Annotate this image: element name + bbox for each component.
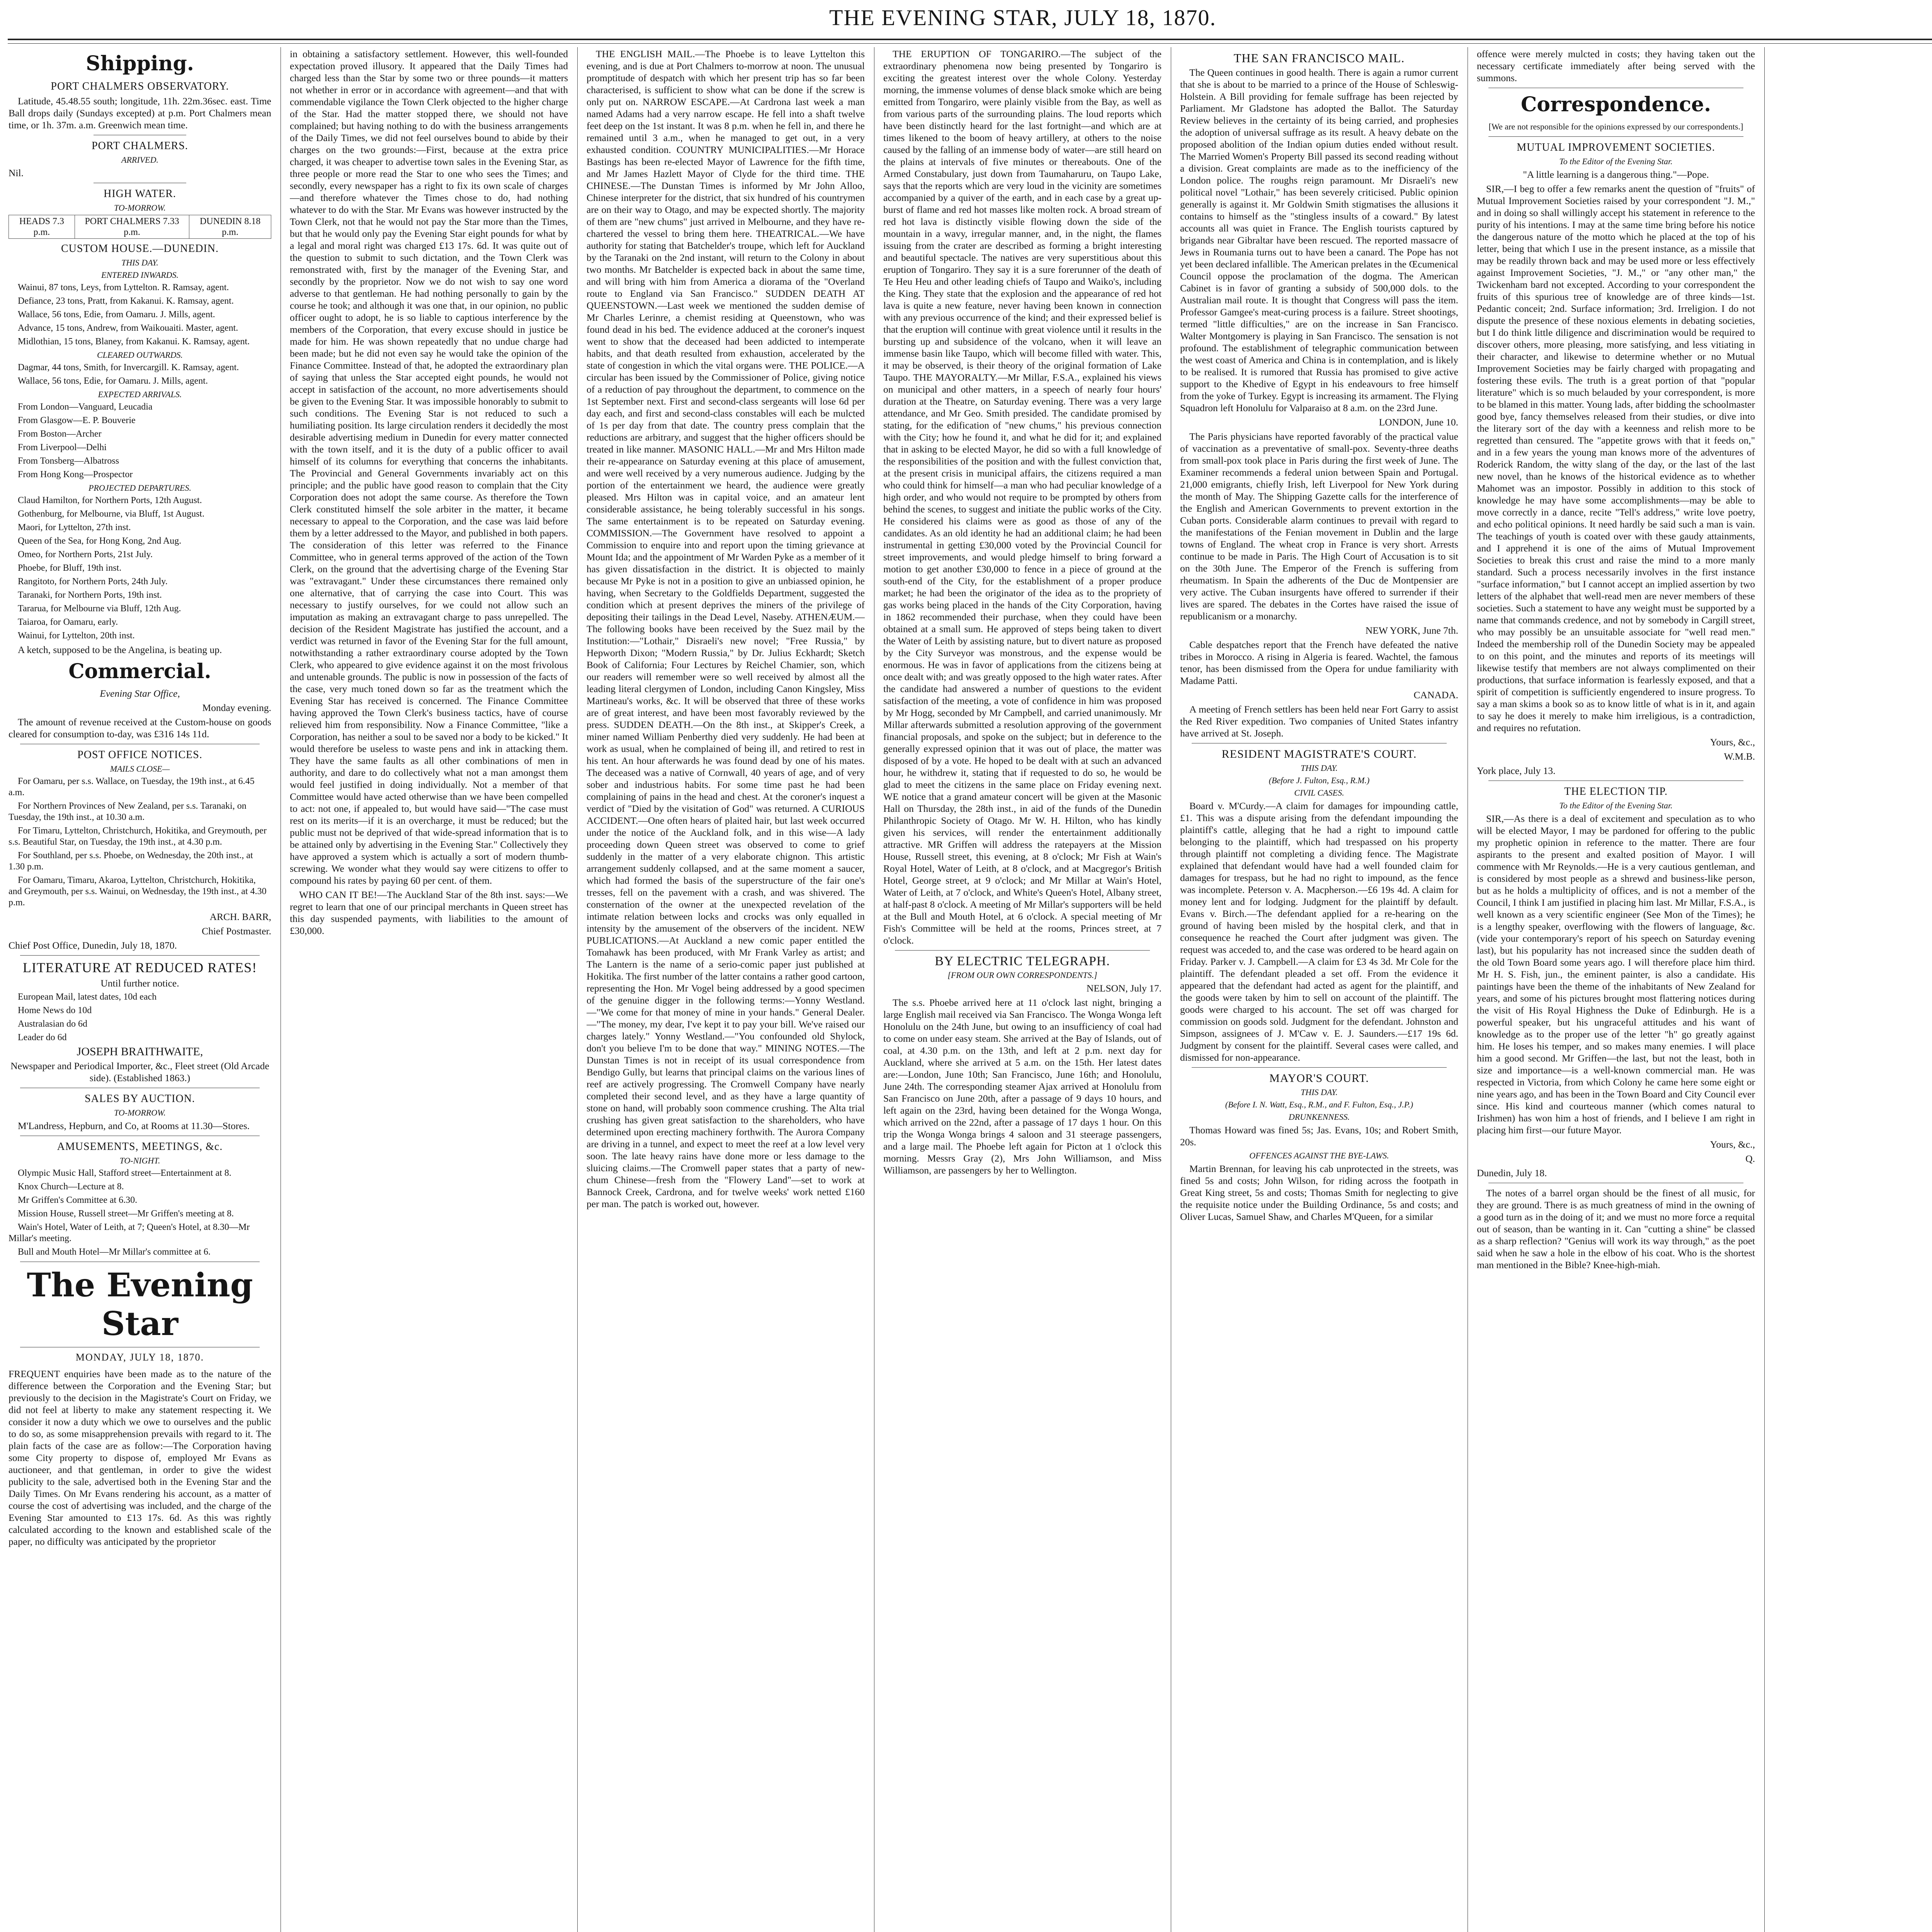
sales-tomorrow-label: TO-MORROW. <box>114 1108 166 1117</box>
entered-item: Defiance, 23 tons, Pratt, from Kakanui. K. Ramsay, agent. <box>18 296 234 306</box>
page-title: THE EVENING STAR, JULY 18, 1870. <box>829 5 1216 30</box>
cleared-label: CLEARED OUTWARDS. <box>97 350 183 360</box>
departure-item: Taranaki, for Northern Ports, 19th inst. <box>18 590 162 600</box>
divider <box>1488 136 1743 137</box>
tomorrow-label: TO-MORROW. <box>114 203 166 213</box>
telegraph-heading: BY ELECTRIC TELEGRAPH. <box>935 954 1110 968</box>
post-place: Chief Post Office, Dunedin, July 18, 1870. <box>9 940 177 951</box>
ketch-note: A ketch, supposed to be the Angelina, is beating up. <box>18 644 222 655</box>
election-tip-to-editor: To the Editor of the Evening Star. <box>1559 801 1673 810</box>
departure-item: Maori, for Lyttelton, 27th inst. <box>18 522 131 532</box>
tide-cell-port-chalmers: PORT CHALMERS 7.33 p.m. <box>75 215 189 239</box>
expected-item: From London—Vanguard, Leucadia <box>18 402 153 412</box>
customs-heading: CUSTOM HOUSE.—DUNEDIN. <box>61 243 219 255</box>
mis-heading: MUTUAL IMPROVEMENT SOCIETIES. <box>1517 141 1715 153</box>
sales-text: M'Landress, Hepburn, and Co, at Rooms at 11.30—Stores. <box>18 1120 250 1131</box>
election-tip-yours: Yours, &c., <box>1710 1139 1755 1150</box>
departures-label: PROJECTED DEPARTURES. <box>88 483 191 493</box>
column-1 <box>9 48 271 1932</box>
entered-item: Midlothian, 15 tons, Blaney, from Kakanui. K. Ramsay, agent. <box>18 337 250 347</box>
bylaws-text: Martin Brennan, for leaving his cab unprotected in the streets, was fined 5s and costs; John Wilson, for riding across the footpath in Great King street, 5s and costs; Thomas Smith for neglecting to give the requisite notice under the Building Ordinance, 5s and costs; and Oliver Lucas, Samuel Shaw, and Charles M'Queen, for a similar <box>1180 1163 1458 1222</box>
departure-item: Phoebe, for Bluff, 19th inst. <box>18 563 122 573</box>
observatory-heading: PORT CHALMERS OBSERVATORY. <box>51 80 229 92</box>
amusement-item: Wain's Hotel, Water of Leith, at 7; Queen's Hotel, at 8.30—Mr Millar's meeting. <box>9 1222 250 1243</box>
bylaws-label: OFFENCES AGAINST THE BYE-LAWS. <box>1249 1151 1389 1160</box>
rm-court-day: THIS DAY. <box>1301 763 1338 773</box>
post-item: For Southland, per s.s. Phoebe, on Wednesday, the 20th inst., at 1.30 p.m. <box>9 850 253 872</box>
divider <box>1192 1067 1447 1068</box>
departure-item: Wainui, for Lyttelton, 20th inst. <box>18 631 135 641</box>
post-item: For Oamaru, per s.s. Wallace, on Tuesday, the 19th inst., at 6.45 a.m. <box>9 776 255 798</box>
rm-court-heading: RESIDENT MAGISTRATE'S COURT. <box>1221 748 1417 760</box>
column-4 <box>883 48 1162 1932</box>
entered-label: ENTERED INWARDS. <box>101 270 179 280</box>
commercial-day: Monday evening. <box>202 702 271 713</box>
post-signature-name: ARCH. BARR, <box>209 911 271 922</box>
local-news: THE ENGLISH MAIL.—The Phoebe is to leave Lyttelton this evening, and is due at Port Chalmers to-morrow at noon. The unusual promptitude of despatch with which her present trip has so far been characterised, is sufficient to show what can be done if the screw is only put on. NARROW ESCAPE.—At Cardrona last week a man named Adams had a very narrow escape. He fell into a shaft twelve feet deep on the 1st instant. It was 8 p.m. when he fell in, and there he remained until 3 a.m., when he managed to get out, in a very exhausted condition. COUNTRY MUNICIPALITIES.—Mr Horace Bastings has been re-elected Mayor of Lawrence for the fifth time, and Mr James Hazlett Mayor of Clyde for the third time. THE CHINESE.—The Dunstan Times is informed by Mr John Alloo, Chinese interpreter for the district, that six hundred of his countrymen are on their way to Otago, and may be expected shortly. The majority of them are "new chums" just arrived in Melbourne, and they have re-chartered the vessel to bring them here. THEATRICAL.—We have authority for stating that Batchelder's troupe, which left for Auckland by the Taranaki on the 2nd instant, will return to the Colony in about two months. Mr Batchelder is expected back in about the same time, and will bring with him from America a diorama of the "Overland route to England via San Francisco." SUDDEN DEATH AT QUEENSTOWN.—Last week we mentioned the sudden demise of Mr Charles Lerinre, a chemist residing at Queenstown, who was found dead in his bed. The evidence adduced at the coroner's inquest went to show that the deceased had been addicted to intemperate habits, and that death resulted from exhaustion, accelerated by the state of congestion in which the vital organs were. THE POLICE.—A circular has been issued by the Commissioner of Police, giving notice of a reduction of pay throughout the department, to commence on the 1st September next. First and second-class sergeants will lose 6d per day each, and first and second-class constables will each be mulcted of 1s per day from that date. The country press complain that the reductions are arbitrary, and suggest that the higher officers should be treated in like manner. MASONIC HALL.—Mr and Mrs Hilton made their re-appearance on Saturday evening at this place of amusement, and were well received by a very numerous audience. Judging by the portion of the entertainment we heard, the audience were greatly pleased. Mrs Hilton was in capital voice, and an amateur lent considerable assistance, he being tolerably successful in his songs. The same entertainment is to be repeated on Saturday evening. COMMISSION.—The Government have resolved to appoint a Commission to enquire into and report upon the timing grievance at Mount Ida; and the appointment of Mr Warden Pyke as a member of it has given dissatisfaction in the district. It is objected to mainly because Mr Pyke is not in a position to give an unbiassed opinion, he having, when Secretary to the Goldfields Department, suggested the condition which at present deprives the miners of the privilege of depositing their tailings in the Dead Level, Naseby. ATHENÆUM.—The following books have been received by the Suez mail by the Institution:—"Lothair," Disraeli's new novel; "Free Russia," by Hepworth Dixon; "Modern Russia," by Dr. Julius Eckhardt; Sketch Book of California; Four Lectures by Reichel Chamier, son, which our readers will remember were so well received by almost all the leading literal clergymen of London, including Canon Kingsley, Miss Martineau's works, &c. It will be observed that three of these works are of great interest, and have been most favorably reviewed by the press. SUDDEN DEATH.—On the 8th inst., at Skipper's Creek, a miner named William Penberthy died very suddenly. He had been at work as usual, when he complained of being ill, and retired to rest in his tent. An hour afterwards he was found dead by one of his mates. The deceased was a native of Cornwall, 40 years of age, and of very sober and industrious habits. For some time past he had been complaining of pains in the head and chest. At the coroner's inquest a verdict of "Died by the visitation of God" was returned. A CURIOUS ACCIDENT.—One often hears of plaited hair, but last week occurred under the notice of the Auckland folk, and in this wise—A lady proceeding down Queen street was observed to come to grief suddenly in the matter of a very elaborate chignon. This artistic arrangement suddenly collapsed, and at the same moment a saucer, which had formed the basis of the superstructure of the fair one's tresses, fell on the pavement with a crash, and was shivered. The consternation of the owner at the unexpected revelation of the intimate relation between locks and crocks was only equalled in intensity by the amusement of the observers of the incident. NEW PUBLICATIONS.—At Auckland a new comic paper entitled the Tomahawk has been produced, with Mr Frank Varley as artist; and The Lantern is the name of a serio-comic paper just published at Hokitika. The first number of the latter contains a rather good cartoon, representing the Hon. Mr Vogel being addressed by a good specimen of the genuine digger in the following terms:—Yonny Westland.—"We come for that money of mine in your hands." General Dealer.—"The money, my dear, I've kept it to pay your bill. We've raised our charges lately." Yonny Westland.—"You confounded old Shylock, don't you believe I'm to be done that way." MINING NOTES.—The Dunstan Times is not in receipt of its usual correspondence from Bendigo Gully, but learns that principal claims on the various lines of reef are actively progressing. The Cromwell Company have nearly completed their second level, and as they have a large quantity of stone on hand, will probably soon commence crushing. The Alta trial crushing has given great satisfaction to the shareholders, who have determined upon erecting machinery forthwith. The Aurora Company are driving in a tunnel, and expect to meet the reef at a low level very soon. The late heavy rains have done more or less damage to the sluicing claims.—The Cromwell paper states that a party of new-chum Chinese—fresh from the "Flowery Land"—set to work at Bannock Creek, Cardrona, and for twelve weeks' work netted £160 per man. The patch is worked out, however. <box>587 48 865 1209</box>
commercial-office: Evening Star Office, <box>100 688 180 699</box>
literature-row: Leader do 6d <box>18 1032 67 1043</box>
entered-item: Wallace, 56 tons, Edie, from Oamaru. J. Mills, agent. <box>18 310 215 320</box>
sf-mail-heading: THE SAN FRANCISCO MAIL. <box>1233 51 1405 65</box>
header-rule-thin <box>8 43 1932 44</box>
local-news: THE ERUPTION OF TONGARIRO.—The subject of the extraordinary phenomena now being presented by Tongariro is exciting the greatest interest over the whole Colony. Yesterday morning, the immense volumes of dense black smoke which are being emitted from Tongariro, were plainly visible from the Bay, as well as from various parts of the surrounding plains. The loud reports which have been distinctly heard for the last fortnight—and which are at times likened to the boom of heavy artillery, at others to the noise caused by the falling of an immense body of water—are still heard on the plains at intervals of five minutes or thereabouts. One of the Armed Constabulary, just down from Taumaharuru, on Taupo Lake, says that the reports which are very loud in the vicinity are sometimes accompanied by a quiver of the earth, and in each case by a great up-burst of flame and red hot masses like molten rock. A broad stream of red hot lava is distinctly visible flowing down the side of the mountain in a wavy, irregular manner, and, in the night, the flames issuing from the crater are described as forming a bright interesting and beautiful spectacle. The natives are very superstitious about this eruption of Tongariro. They say it is a sure forerunner of the death of Te Heu Heu and other leading chiefs of Taupo and Waiko's, including the King. They state that the explosion and the appearance of red hot lava is quite a new feature, never having been known in connection with any previous occurrence of the kind; and their expressed belief is that the eruption will continue with great violence until it results in the bursting up and subsidence of the volcano, when it will leave an immense basin like Taupo, which will become filled with water. This, it may be observed, is their theory of the original formation of Lake Taupo. THE MAYORALTY.—Mr Millar, F.S.A., explained his views on municipal and other matters, in a speech of nearly four hours' duration at the Theatre, on Saturday evening. There was a very large attendance, and Mr Geo. Smith presided. The candidate promised by stating, for the edification of "new chums," his previous connection with the City; how he found it, and what he did for it; and explained that in asking to be elected Mayor, he did so with a full knowledge of the responsibilities of the position and with the fullest conviction that, at the present crisis in municipal affairs, the citizens required a man who could think for himself—a man who had peculiar knowledge of a high order, and who would not require to be prompted by others from behind the scenes, to suggest and initiate the public works of the City. He considered his claims were as good as those of any of the candidates. As an old identity he had an additional claim; he had been instrumental in getting £30,000 voted by the Provincial Council for street improvements, and would pledge himself to bring forward a motion to get another £30,000 to fence in a piece of ground at the south-end of the City, for the establishment of a proper produce market; he had been the originator of the idea as to the propriety of gas works being placed in the hands of the City Corporation, having in 1862 recommended their purchase, when they could have been obtained at a small sum. He approved of steps being taken to divert the Water of Leith by assisting nature, but to divert nature as proposed by the City Surveyor was monstrous, and the expense would be enormous. He was in favor of applications from the citizens being at once dealt with; and was greatly opposed to the high water rates. After the candidate had answered a number of questions to the evident satisfaction of the meeting, a vote of confidence in him was proposed by Mr Hogg, seconded by Mr Campbell, and carried unanimously. Mr Millar afterwards submitted a resolution approving of the government financial proposals, and spoke on the subject; but in deference to the generally expressed opinion that it was out of place, the matter was disposed of by a vote. He hoped to be dealt with at such an advanced hour, he withdrew it, stating that if requested to do so, he would be glad to meet the citizens in the same place on Friday evening next. WE notice that a grand amateur concert will be given at the Masonic Hall on Thursday, the 28th inst., in aid of the funds of the Dunedin Philanthropic Society of Otago. Mr W. H. Hilton, who has kindly given his services, will render the entertainment additionally attractive. MR Griffen will address the ratepayers at the Mission House, Russell street, this evening, at 8 o'clock; Mr Fish at Wain's Royal Hotel, Water of Leith, at 8 o'clock, and at Macgregor's British Hotel, George street, at 9 o'clock; and Mr Millar at Wain's Hotel, Water of Leith, at 7 o'clock, and White's Queen's Hotel, Albany street, at half-past 8 o'clock. A meeting of Mr Millar's supporters will be held at the Bull and Mouth Hotel, at 6 o'clock. A special meeting of Mr Fish's Committee will be held at the rooms, Princes street, at 7 o'clock. <box>883 48 1162 946</box>
commercial-text: The amount of revenue received at the Custom-house on goods cleared for consumption to-day, was £316 14s 11d. <box>9 716 271 740</box>
drunkenness-text: Thomas Howard was fined 5s; Jas. Evans, 10s; and Robert Smith, 20s. <box>1180 1124 1458 1148</box>
divider <box>20 955 260 956</box>
column-7 <box>1774 48 1932 1932</box>
election-tip-place: Dunedin, July 18. <box>1477 1167 1547 1179</box>
election-tip-heading: THE ELECTION TIP. <box>1564 786 1668 798</box>
telegraph-dateline: NELSON, July 17. <box>1086 983 1162 994</box>
amusement-item: Knox Church—Lecture at 8. <box>18 1182 124 1192</box>
correspondence-note: [We are not responsible for the opinions expressed by our correspondents.] <box>1488 122 1743 131</box>
mis-yours: Yours, &c., <box>1710 736 1755 748</box>
literature-heading: LITERATURE AT REDUCED RATES! <box>22 960 257 975</box>
column-2 <box>290 48 568 1932</box>
tide-table <box>9 215 271 239</box>
post-item: For Timaru, Lyttelton, Christchurch, Hokitika, and Greymouth, per s.s. Beautiful Star, on Tuesday, the 19th inst., at 4.30 p.m. <box>9 826 267 847</box>
amusement-item: Mission House, Russell street—Mr Griffen's meeting at 8. <box>18 1209 234 1219</box>
amusement-item: Bull and Mouth Hotel—Mr Millar's committee at 6. <box>18 1247 211 1257</box>
header-rule <box>8 39 1932 40</box>
election-tip-signature: Q. <box>1745 1153 1755 1164</box>
column-6 <box>1477 48 1755 1932</box>
post-signature-title: Chief Postmaster. <box>202 925 271 937</box>
canada-dateline: CANADA. <box>1413 689 1458 701</box>
observatory-text: Latitude, 45.48.55 south; longitude, 11h. 22m.36sec. east. Time Ball drops daily (Sundays excepted) at p.m. Port Chalmers mean time, or 1h. 37m. a.m. Greenwich mean time. <box>9 95 271 131</box>
civil-cases-label: CIVIL CASES. <box>1294 788 1344 798</box>
entered-item: Wainui, 87 tons, Leys, from Lyttelton. R. Ramsay, agent. <box>18 282 229 293</box>
literature-row: Home News do 10d <box>18 1005 92 1015</box>
post-item: For Northern Provinces of New Zealand, per s.s. Taranaki, on Tuesday, the 19th inst., at 10.30 a.m. <box>9 801 247 822</box>
editorial-continued: in obtaining a satisfactory settlement. However, this well-founded expectation proved illusory. It appeared that the Daily Times had charged less than the Star by some two or three pounds—it matters not whether in error or in accordance with agreement—and that with commendable vigilance the Town Clerk objected to the higher charge of the Star. Had the matter stopped there, we should not have complained; but having nothing to do with the business arrangements of the Daily Times, we did not feel ourselves bound to abide by their charges on the two grounds:—First, because at the extra price charged, it was cheaper to advertise town sales in the Evening Star, as three people or more read the Star to one who sees the Times; and secondly, every newspaper has a right to fix its own scale of charges—and therefore whatever the Times chose to do, had nothing whatever to do with the Star. Mr Evans was however instructed by the Town Clerk, not that he would not pay the Star more than the Times, but that he would only pay the Evening Star eight pounds for what by a legal and moral right was charged £13 17s. 6d. It was quite out of the question to submit to such dictation, and the Town Clerk was remonstrated with, first by the manager of the Evening Star, and secondly by the proprietor. Now we do not wish to say one word adverse to that gentleman. He had nothing personally to gain by the course he took; and although it was one that, in our opinion, no public officer ought to adopt, he is so liable to captious interference by the members of the Corporation, that every excuse should in justice be made for him. He was shown repeatedly that no undue charge had been made; but he did not even say he would take the opinion of the Finance Committee. Instead of that, he adopted the extraordinary plan of saying that unless the Star accepted eight pounds, he would not accept in satisfaction of the account, no more advertisements should be given to the Evening Star. It was impossible honorably to submit to such conditions. The Evening Star is not reduced to such a humiliating position. Its large circulation renders it decidedly the most desirable advertising medium in Dunedin for every matter connected with the town itself, and it is the duty of a public officer to avail himself of its columns for everything that concerns the inhabitants. The Provincial and General Governments invariably act on this principle; and the public have good reason to complain that the City Corporation does not adopt the same course. As therefore the Town Clerk constituted himself the sole arbiter in the matter, it became necessary to appeal to the Corporation, and the case was laid before them by a letter addressed to the Mayor, and published in both papers. The consideration of this letter was referred to the Finance Committee, who in general terms approved of the action of the Town Clerk, on the ground that the advertising charge of the Evening Star was "extravagant." Under these circumstances there remained only one alternative, that of carrying the case into Court. This was necessary to justify ourselves, for we could not allow such an imputation as making an extravagant charge to pass unrepelled. The decision of the Resident Magistrate has justified the account, and a verdict was returned in favor of the Evening Star for the full amount, notwithstanding a rather extraordinary course adopted by the Town Clerk, who appeared to give evidence against it on the most frivolous and untenable grounds. The public is now in possession of the facts of the case, very much toned down so far as the treatment which the Evening Star has received is concerned. The Finance Committee having approved the Town Clerk's business tactics, have of course relieved him from responsibility. Now a Finance Committee, "like a Corporation, has neither a soul to be saved nor a body to be kicked." It would therefore be useless to waste pens and ink in attacking them. They have the same faults as all other combinations of men in authority, and dare to do collectively what not a man amongst them would feel justified in doing individually. Not a member of that Committee would have acted otherwise than we have been compelled to act: not one, if appealed to, but would have said—"The case must rest on its merits—if it is an overcharge, it must be reduced; but the public must not be deprived of that wide-spread information that is to be attained only by advertising in the Evening Star." Collectively they have approved a system which is actually a sort of modern thumb-screwing. We wonder what they would say were citizens to offer to compound his rates by paying 60 per cent. of them. <box>290 48 568 886</box>
mayors-court-before: (Before I. N. Watt, Esq., R.M., and F. Fulton, Esq., J.P.) <box>1225 1100 1413 1109</box>
sales-heading: SALES BY AUCTION. <box>85 1093 195 1105</box>
mis-place: York place, July 13. <box>1477 765 1556 776</box>
cleared-item: Dagmar, 44 tons, Smith, for Invercargill. K. Ramsay, agent. <box>18 362 239 372</box>
telegraph-subheading: [FROM OUR OWN CORRESPONDENTS.] <box>947 970 1097 980</box>
divider <box>895 950 1150 951</box>
mayors-court-day: THIS DAY. <box>1301 1087 1338 1097</box>
tonight-label: TO-NIGHT. <box>119 1156 160 1165</box>
port-heading: PORT CHALMERS. <box>92 140 188 152</box>
literature-name: JOSEPH BRAITHWAITE, <box>77 1045 203 1058</box>
post-item: For Oamaru, Timaru, Akaroa, Lyttelton, Christchurch, Hokitika, and Greymouth, per s.s. Wainui, on Wednesday, the 19th inst., at 4.30 p.m. <box>9 875 267 908</box>
expected-label: EXPECTED ARRIVALS. <box>98 389 182 399</box>
new-york-dateline: NEW YORK, June 7th. <box>1365 625 1458 636</box>
sf-mail-text: The Queen continues in good health. There is again a rumor current that she is about to be married to a prince of the House of Schleswig-Holstein. A Bill providing for female suffrage has been rejected by Parliament. Mr Gladstone has adopted the Ballot. The Saturday Review believes in the certainty of its being carried, and prophesies the adoption of universal suffrage as its result. A heavy debate on the proposed abolition of the Indian opium duties ended without result. The Married Women's Property Bill passed its second reading without a division. Great complaints are made as to the inefficiency of the London police. The roughs reign paramount. Mr Disraeli's new political novel "Lothair," has been severely criticised. Public opinion generally is against it. Mr Goldwin Smith stigmatises the allusions it contains to himself as the "stingless insults of a coward." By latest accounts all was quiet in France. The English tourists captured by brigands near Gibraltar have been rescued. The reported massacre of Jews in Roumania turns out to have been a canard. The Pope has not yet been declared infallible. The American prelates in the Œcumenical Council oppose the proclamation of the dogma. The American Cabinet is in favor of granting a subsidy of 500,000 dols. to the Australian mail route. It is thought that Congress will pass the item. Professor Gamgee's meat-curing process is a failure. Street shootings, termed "little difficulties," are on the increase in San Francisco. Walter Montgomery is playing in San Francisco. The sensation is not profound. The establishment of telegraphic communication between the west coast of America and China is in contemplation, and is likely to be realised. It is rumored that Russia has promised to give active support to the Khedive of Egypt in his endeavours to free himself from the yoke of Turkey. Egypt is increasing its armament. The Flying Squadron left Honolulu for Valparaiso at 8 a.m. on the 23rd June. <box>1180 67 1458 413</box>
new-york-text: Cable despatches report that the French have defeated the native tribes in Morocco. A rising in Algeria is feared. Wachtel, the famous tenor, has been dismissed from the Opera for undue familiarity with Madame Patti. <box>1180 639 1458 686</box>
arrived-value: Nil. <box>9 167 24 179</box>
mis-letter: SIR,—I beg to offer a few remarks anent the question of "fruits" of Mutual Improvement Societies raised by your correspondent "J. M.," and in doing so shall willingly accept his statement in reference to the purity of his intentions. I may at the same time bring before his notice the dangerous nature of the motto which he placed at the top of his letter, being that which I use in the present instance, as a missile that may be readily thrown back and may be used more or less effectively against Improvement Societies, "J. M.," or "any other man," the Twickenham bard not excepted. According to your correspondent the fruits of this spurious tree of knowledge are of three kinds—1st. Pedantic conceit; 2nd. Surface information; 3rd. Irreligion. I do not dispute the presence of these noxious elements in debating societies, but I do think little diligence and discrimination would be required to discover others, more pleasing, more satisfying, and less vitiating in their character, and likewise to determine whether or no Mutual Improvement Societies may be fairly charged with propagating and fostering these evils. The truth is a great portion of that "popular literature" which is so much belauded by your correspondent, is more to be blamed in this matter. Young lads, after bidding the schoolmaster good bye, fancy themselves released from their studies, or dive into the literary sort of the day with a keenness and relish more to be regretted than censured. The "appetite grows with that it feeds on," and in a few years the young man knows more of the adventures of Roderick Random, the witty slang of the day, or the last of the last new novel, than he knows of the historical evidence as to whether Mahomet was an impostor. Possibly in addition to this stock of knowledge he may have some accomplishments—may be able to move correctly in a dance, recite "Tell's address," write love poetry, and echo political opinions. It need hardly be said such a man is vain. The teachings of youth is coated over with these gaudy attainments, and I apprehend it is one of the aims of Mutual Improvement Societies to break this crust and raise the mind to a more manly standard. Such a process necessarily involves in the first instance "surface information," but I cannot accept an implied assertion by two letters of the alphabet that well-read men are never members of these societies. Such a statement to have any weight must be supported by a name that commands credence, and not by somebody in Cargill street, who may possibly be an unsuitable associate for "well read men." Indeed the membership roll of the Dunedin Society may be appealed to on this point, and the minutes and reports of its meetings will likewise testify that members are not always complimented on their productions, that surface information is fearlessly exposed, and that a spirit of competition is sufficiently engendered to insure progress. To say a man skims a book so as to know little of what is in it, and again to say he does it merely to make him irreligious, is a contradiction, and requires no refutation. <box>1477 183 1755 733</box>
cleared-item: Wallace, 56 tons, Edie, for Oamaru. J. Mills, agent. <box>18 376 208 386</box>
masthead <box>0 0 1932 43</box>
expected-item: From Hong Kong—Prospector <box>18 469 133 480</box>
telegraph-text: The s.s. Phoebe arrived here at 11 o'clock last night, bringing a large English mail received via San Francisco. The Wonga Wonga left Honolulu on the 24th June, but owing to an insufficiency of coal had to come on under easy steam. She arrived at the Bay of Islands, out of coal, at 4.30 p.m. on the 13th, and left at 2 p.m. next day for Auckland, where she arrived at 5 a.m. on the 15th. Her latest dates are:—London, June 10th; San Francisco, June 16th; and Honolulu, June 24th. The corresponding steamer Ajax arrived at Honolulu from San Francisco on June 20th, after a passage of 9 days 10 hours, and left again on the 23rd, having been detained for the Wonga Wonga, which arrived on the 22nd, after a passage of 17 days 1 hour. On this trip the Wonga Wonga brings 4 saloon and 31 steerage passengers, and a large mail. The Phoebe left again for Picton at 1 o'clock this morning. Messrs Gray (2), Mrs John Williamson, and Miss Williamson, are passengers by her to Wellington. <box>883 997 1162 1176</box>
expected-item: From Glasgow—E. P. Bouverie <box>18 415 136 425</box>
departure-item: Gothenburg, for Melbourne, via Bluff, 1st August. <box>18 509 205 519</box>
column-divider <box>577 47 578 1932</box>
bylaws-continued: offence were merely mulcted in costs; they having taken out the necessary certificate immediately after being served with the summons. <box>1477 48 1755 83</box>
literature-role: Newspaper and Periodical Importer, &c., Fleet street (Old Arcade side). (Established 1863.) <box>10 1060 269 1083</box>
canada-text: A meeting of French settlers has been held near Fort Garry to assist the Red River expedition. Two companies of United States infantry have arrived at St. Joseph. <box>1180 704 1458 739</box>
newspaper-title: The Evening Star <box>27 1266 253 1343</box>
tide-cell-dunedin: DUNEDIN 8.18 p.m. <box>189 215 271 239</box>
high-water-heading: HIGH WATER. <box>104 188 176 200</box>
mayors-court-heading: MAYOR'S COURT. <box>1269 1072 1369 1085</box>
shipping-heading: Shipping. <box>86 52 194 75</box>
editorial-date: MONDAY, JULY 18, 1870. <box>75 1352 204 1363</box>
london-text: The Paris physicians have reported favorably of the practical value of vaccination as a preventative of small-pox. Seventy-three deaths from small-pox took place in Paris during the first week of June. The Examiner recommends a federal union between Spain and Portugal. 21,000 emigrants, chiefly Irish, left Liverpool for New York during the month of May. The Shipping Gazette calls for the interference of the English and American Governments to prevent extortion in the Cuban ports. Considerable alarm continues to prevail with regard to the manifestations of the Fenian movement in Dublin and the large towns of England. The wheat crop in France is very short. Arrests continue to be made in Paris. The High Court of Accusation is to sit on the 30th June. The Emperor of the French is suffering from rheumatism. In Spain the adherents of the Duc de Montpensier are very active. The Cuban insurgents have offered to surrender if their lives are spared. The debates in the Cortes have raised the issue of republicanism or a monarchy. <box>1180 431 1458 622</box>
departure-item: Queen of the Sea, for Hong Kong, 2nd Aug. <box>18 536 182 546</box>
election-tip-letter: SIR,—As there is a deal of excitement and speculation as to who will be elected Mayor, I may be pardoned for offering to the public my prophetic opinion in reference to the matter. There are four aspirants to the present and exalted position of Mayor. I will commence with Mr Reynolds.—He is a very cautious gentleman, and is considered by most people as a shrewd and business-like person, but as he holds a multiplicity of offices, and is not a member of the Council, I think I am justified in placing him last. Mr Millar, F.S.A., is well known as a very scientific engineer (See Mon of the Times); he is a lengthy speaker, overflowing with the flowers of language, &c. (vide your contemporary's report of his speech on Saturday evening last), but his popularity has not increased since the sudden death of the old Town Board some years ago. I will therefore place him third. Mr H. S. Fish, jun., the eminent painter, is also a candidate. His paintings have been the theme of the inhabitants of New Zealand for years, and some of his pictures brought most flattering notices during the visit of His Royal Highness the Duke of Edinburgh. He is a powerful speaker, but his ungraceful attitudes and his want of knowledge as to the proper use of the letter "h" go greatly against him. He loses his temper, and so makes many enemies. I will place him a good second. Mr Griffen—the last, but not the least, both in size and importance—is a well-known commercial man. He was respected in Victoria, from which Colony he came here some eight or nine years ago, and has been in the Town Board and City Council ever since. His kind and courteous manner (which comes natural to Irishmen) has won him a host of friends, and I believe I am right in placing him first—our future Mayor. <box>1477 813 1755 1136</box>
mis-quote: "A little learning is a dangerous thing."—Pope. <box>1523 169 1709 180</box>
post-office-heading: POST OFFICE NOTICES. <box>77 749 202 761</box>
tide-cell-heads: HEADS 7.3 p.m. <box>9 215 75 239</box>
amusement-item: Mr Griffen's Committee at 6.30. <box>18 1195 138 1205</box>
departure-item: Omeo, for Northern Ports, 21st July. <box>18 549 153 560</box>
expected-item: From Boston—Archer <box>18 429 102 439</box>
entered-item: Advance, 15 tons, Andrew, from Waikouaiti. Master, agent. <box>18 323 238 333</box>
departure-item: Taiaroa, for Oamaru, early. <box>18 617 118 627</box>
column-divider <box>1764 47 1765 1932</box>
departure-item: Claud Hamilton, for Northern Ports, 12th August. <box>18 495 202 505</box>
drunkenness-label: DRUNKENNESS. <box>1288 1112 1350 1122</box>
correspondence-heading: Correspondence. <box>1520 93 1711 116</box>
editorial-text: FREQUENT enquiries have been made as to the nature of the difference between the Corporation and the Evening Star; but previously to the decision in the Magistrate's Court on Friday, we did not feel at liberty to make any statement respecting it. We consider it now a duty which we owe to ourselves and the public to do so, as some misapprehension prevails with regard to it. The plain facts of the case are as follow:—The Corporation having some City property to dispose of, employed Mr Evans as auctioneer, and that gentleman, in order to give the widest publicity to the sale, advertised both in the Evening Star and the Daily Times. On Mr Evans rendering his account, as a matter of course the cost of advertising was included, and the charge of the Evening Star amounted to £13 17s. 6d. As this was rightly calculated according to the known and established scale of the paper, no difficulty was anticipated by the proprietor <box>9 1368 271 1547</box>
miscellany-text: The notes of a barrel organ should be the finest of all music, for they are ground. There is as much greatness of mind in the owning of a good turn as in the doing of it; and we must no more force a requital out of season, than be wanting in it. Can "cutting a shine" be classed as a sharp reflection? "Genius will work its way through," as the poet said when he saw a hole in the elbow of his coat. Who is the shortest man mentioned in the Bible? Knee-high-miah. <box>1477 1187 1755 1270</box>
news-item-who-can-it-be: WHO CAN IT BE!—The Auckland Star of the 8th inst. says:—We regret to learn that one of our principal merchants in Queen street has this day suspended payments, with liabilities to the amount of £30,000. <box>290 889 568 936</box>
column-5 <box>1180 48 1458 1932</box>
commercial-heading: Commercial. <box>68 660 211 683</box>
departure-item: Tararua, for Melbourne via Bluff, 12th Aug. <box>18 604 181 614</box>
expected-item: From Tonsberg—Albatross <box>18 456 119 466</box>
amusements-heading: AMUSEMENTS, MEETINGS, &c. <box>57 1141 223 1153</box>
literature-row: European Mail, latest dates, 10d each <box>18 992 157 1002</box>
this-day-label: THIS DAY. <box>121 258 158 267</box>
expected-item: From Liverpool—Delhi <box>18 442 107 452</box>
amusement-item: Olympic Music Hall, Stafford street—Entertainment at 8. <box>18 1168 231 1178</box>
rm-court-before: (Before J. Fulton, Esq., R.M.) <box>1269 776 1370 785</box>
london-dateline: LONDON, June 10. <box>1379 417 1458 428</box>
rm-court-text: Board v. M'Curdy.—A claim for damages for impounding cattle, £1. This was a dispute arising from the defendant impounding the plaintiff's cattle, alleging that he had a right to impound cattle belonging to the plaintiff, which had trespassed on his property through plaintiff not completing a dividing fence. The Magistrate explained that defendant would have had a well founded claim for damages for trespass, but he had no right to impound, as the fence was incomplete. Peterson v. A. Macpherson.—£6 19s 4d. A claim for money lent and for lodging. Judgment for the plaintiff by default. Evans v. Birch.—The defendant applied for a re-hearing on the ground of having been misled by the hospital clerk, and that in consequence he reached the Court after judgment was given. The request was acceded to, and the case was ordered to be heard again on Friday. Parker v. J. Campbell.—A claim for £3 4s 3d. Mr Cole for the plaintiff. The defendant pleaded a set off. From the evidence it appeared that the defendant had acted as agent for the plaintiff, and the goods were taken by him to sell on account of the plaintiff. The goods were charged to his account. The set off was charged for commission on goods sold. Judgment for the defendant. Johnston and Simpson, assignees of J. M'Caw v. E. J. Saunders.—£17 19s 6d. Judgment by consent for the plaintiff. Several cases were called, and dismissed for non-appearance. <box>1180 800 1458 1063</box>
literature-sub: Until further notice. <box>100 978 179 989</box>
column-3 <box>587 48 865 1932</box>
departure-item: Rangitoto, for Northern Ports, 24th July. <box>18 577 168 587</box>
arrived-label: ARRIVED. <box>121 155 158 165</box>
literature-row: Australasian do 6d <box>18 1019 87 1029</box>
mis-signature: W.M.B. <box>1724 751 1755 762</box>
mails-close-label: MAILS CLOSE— <box>110 764 170 774</box>
mis-to-editor: To the Editor of the Evening Star. <box>1559 156 1673 166</box>
